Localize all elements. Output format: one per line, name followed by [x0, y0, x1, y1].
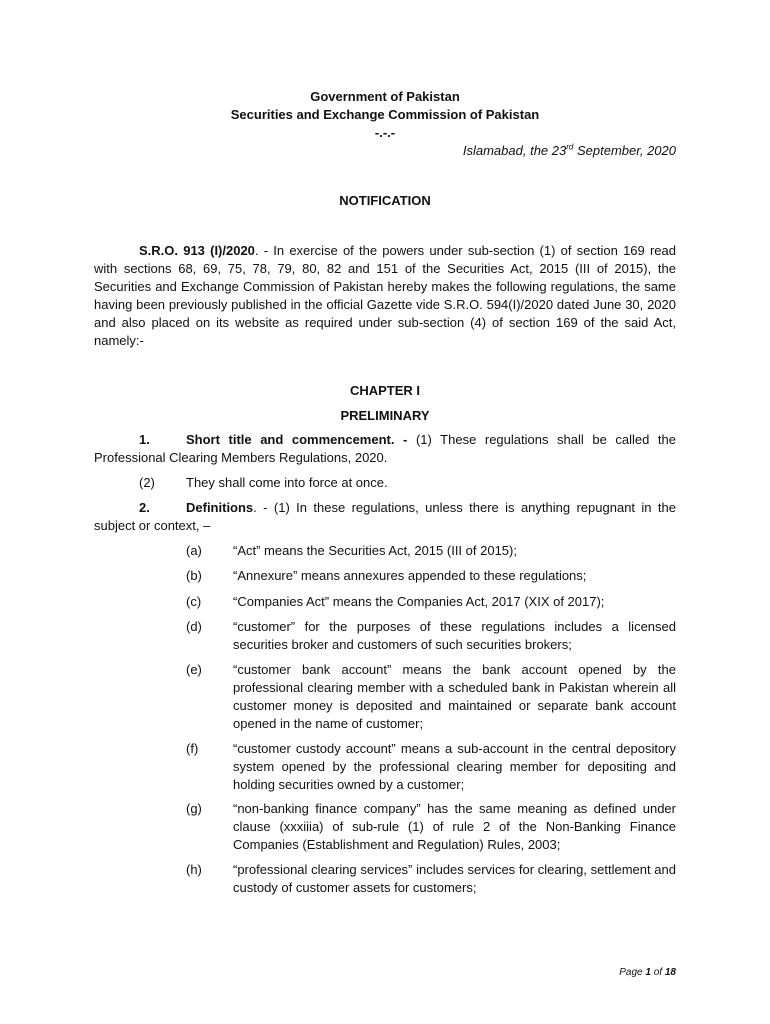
section-2-number: 2.	[139, 500, 150, 515]
section-2-second-line: subject or context, –	[94, 518, 211, 533]
commission-heading: Securities and Exchange Commission of Pakistan	[230, 107, 540, 122]
notification-paragraph	[94, 242, 676, 350]
definition-text: “Annexure” means annexures appended to these regulations;	[233, 568, 587, 583]
sro-number: S.R.O. 913 (I)/2020	[139, 243, 255, 258]
chapter-number: CHAPTER I	[349, 383, 421, 398]
definition-text: “Companies Act” means the Companies Act, 2017 (XIX of 2017);	[233, 594, 605, 609]
section-1-sub-text: They shall come into force at once.	[186, 475, 388, 490]
definition-text: “customer” for the purposes of these regulations includes a licensed securities broker and customers of such securities brokers;	[233, 619, 676, 652]
place-date: Islamabad, the 23rd September, 2020	[462, 142, 676, 158]
notification-title: NOTIFICATION	[339, 193, 431, 208]
definition-label: (d)	[186, 619, 202, 634]
definition-label: (f)	[186, 741, 199, 756]
section-1-heading: Short title and commencement. -	[186, 432, 408, 447]
section-1-sub-label: (2)	[139, 475, 155, 490]
notification-body: . - In exercise of the powers under sub-section (1) of section 169 read with sections 68, 69, 75, 78, 79, 80, 82 and 151 of the Securities Act, 2015 (III of 2015), the Securities and Exchange Commission of Pakistan hereby makes the following regulations, the same having been previously published in the official Gazette vide S.R.O. 594(I)/2020 dated June 30, 2020 and also placed on its website as required under sub-section (4) of section 169 of the said Act, namely:-	[94, 243, 676, 348]
government-heading: Government of Pakistan	[310, 89, 460, 104]
page-number: Page 1 of 18	[619, 967, 676, 978]
section-1-number: 1.	[139, 432, 150, 447]
definition-text: “professional clearing services” includes services for clearing, settlement and custody of customer assets for customers;	[233, 862, 676, 895]
definition-label: (e)	[186, 662, 202, 677]
section-1-second-line: Professional Clearing Members Regulations, 2020.	[94, 450, 388, 465]
definition-label: (h)	[186, 862, 202, 877]
header-separator: -.-.-	[374, 125, 396, 140]
definition-label: (c)	[186, 594, 202, 609]
definition-label: (b)	[186, 568, 202, 583]
definition-label: (a)	[186, 543, 202, 558]
definition-text: “customer bank account” means the bank account opened by the professional clearing member with a scheduled bank in Pakistan wherein all customer money is deposited and maintained or separate bank account opened in the name of customer;	[233, 662, 676, 731]
section-2-heading: Definitions	[186, 500, 254, 515]
definition-text: “Act” means the Securities Act, 2015 (III of 2015);	[233, 543, 517, 558]
section-2-first-line: Definitions. - (1) In these regulations, unless there is anything repugnant in the	[186, 500, 676, 515]
chapter-title: PRELIMINARY	[340, 408, 430, 423]
definition-text: “non-banking finance company” has the same meaning as defined under clause (xxxiiia) of sub-rule (1) of rule 2 of the Non-Banking Finance Companies (Establishment and Regulation) Rules, 2003;	[233, 801, 676, 852]
definition-text: “customer custody account” means a sub-account in the central depository system opened by the professional clearing member for depositing and holding securities owned by a customer;	[233, 741, 676, 792]
section-1-first-line: Short title and commencement. - (1) These regulations shall be called the	[186, 432, 676, 447]
definition-label: (g)	[186, 801, 202, 816]
